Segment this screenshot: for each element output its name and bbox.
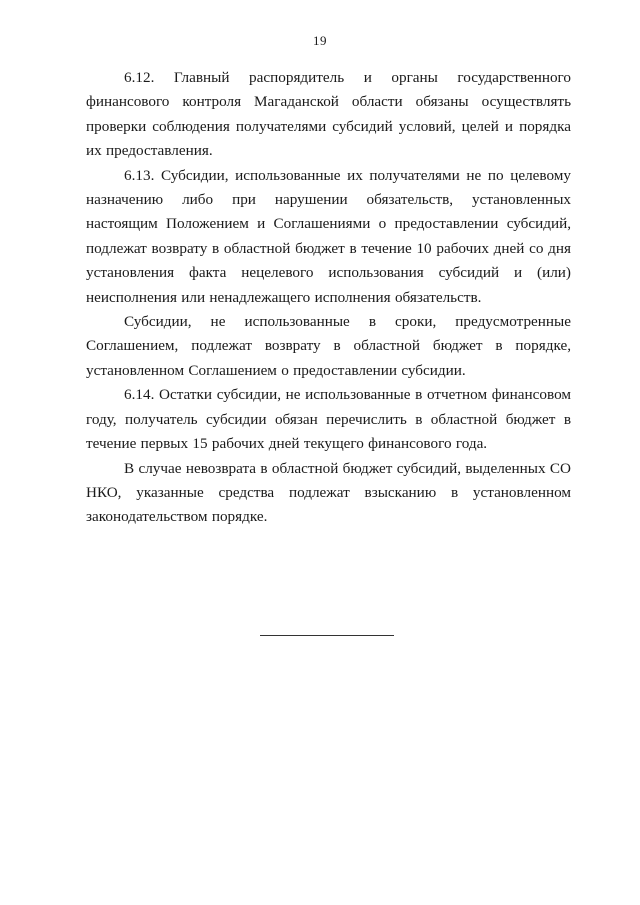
paragraph-non-return: В случае невозврата в областной бюджет субсидий, выделенных СО НКО, указанные средства подлежат взысканию в установленном законодательством порядке. <box>86 459 571 526</box>
paragraph-6-13: 6.13. Субсидии, использованные их получателями не по целевому назначению либо при нарушении обязательств, установленных настоящим Положением и Соглашениями о предоставлении субсидий, подлежат возврату в областной бюджет в течение 10 рабочих дней со дня установления факта нецелевого использования субсидий и (или) неисполнения или ненадлежащего исполнения обязательств. <box>86 166 571 306</box>
document-body <box>86 66 571 530</box>
paragraph-6-12: 6.12. Главный распорядитель и органы государственного финансового контроля Магаданской области обязаны осуществлять проверки соблюдения получателями субсидий условий, целей и порядка их предоставления. <box>86 69 571 160</box>
paragraph-unused-subsidies: Субсидии, не использованные в сроки, предусмотренные Соглашением, подлежат возврату в областной бюджет в порядке, установленном Соглашением о предоставлении субсидии. <box>86 313 571 379</box>
end-separator-line <box>260 635 394 636</box>
paragraph-6-14: 6.14. Остатки субсидии, не использованные в отчетном финансовом году, получатель субсидии обязан перечислить в областной бюджет в течение первых 15 рабочих дней текущего финансового года. <box>86 386 571 453</box>
page-number: 19 <box>313 33 327 48</box>
